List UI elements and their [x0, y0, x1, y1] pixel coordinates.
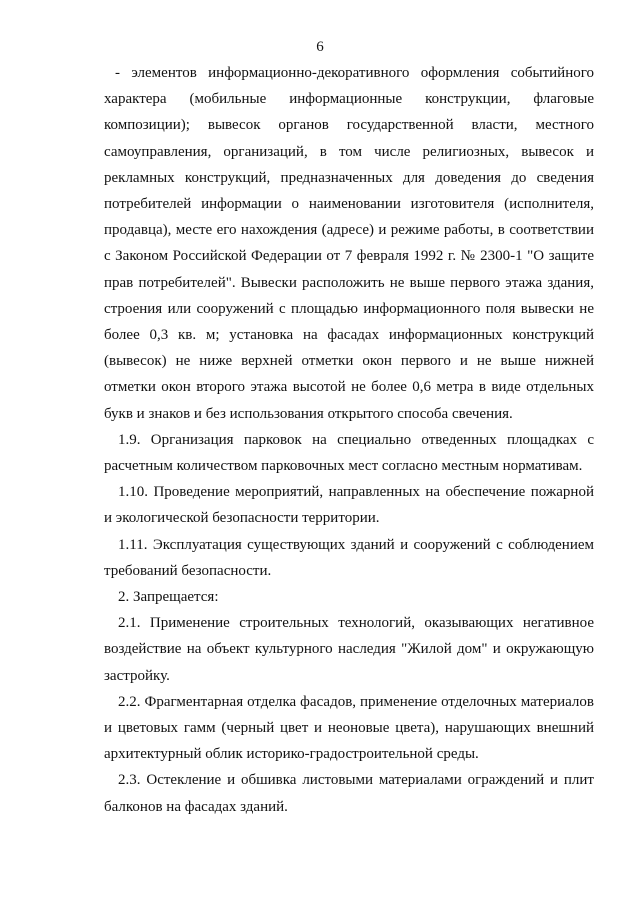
paragraph-2-3-balcony-glazing: 2.3. Остекление и обшивка листовыми материалами ограждений и плит балконов на фасадах зданий. [104, 772, 594, 815]
paragraph-1-10-safety-measures: 1.10. Проведение мероприятий, направленных на обеспечение пожарной и экологической безопасности территории. [104, 484, 594, 527]
paragraph-signage-elements: - элементов информационно-декоративного оформления событийного характера (мобильные информационные конструкции, флаговые композиции); вывесок органов государственной власти, местного самоуправления, организаций, в том числе религиозных, вывесок и рекламных конструкций, предназначенных для доведения до сведения потребителей информации о наименовании изготовителя (исполнителя, продавца), месте его нахождения (адресе) и режиме работы, в соответствии с Законом Российской Федерации от 7 февраля 1992 г. № 2300-1 "О защите прав потребителей". Вывески расположить не выше первого этажа здания, строения или сооружений с площадью информационного поля вывески не более 0,3 кв. м; установка на фасадах информационных конструкций (вывесок) не ниже верхней отметки окон первого и не выше нижней отметки окон второго этажа высотой не более 0,6 метра в виде отдельных букв и знаков и без использования открытого способа свечения. [104, 65, 594, 422]
paragraph-1-9-parking: 1.9. Организация парковок на специально отведенных площадках с расчетным количеством парковочных мест согласно местным нормативам. [104, 431, 594, 475]
paragraph-2-prohibited: 2. Запрещается: [118, 589, 219, 606]
document-body [104, 60, 594, 820]
paragraph-1-11-building-operation: 1.11. Эксплуатация существующих зданий и сооружений с соблюдением требований безопасности. [104, 536, 594, 579]
paragraph-2-2-facade-finishing: 2.2. Фрагментарная отделка фасадов, применение отделочных материалов и цветовых гамм (черный цвет и неоновые цвета), нарушающих внешний архитектурный облик историко-градостроительной среды. [104, 693, 594, 763]
paragraph-2-1-construction-technologies: 2.1. Применение строительных технологий, оказывающих негативное воздействие на объект культурного наследия "Жилой дом" и окружающую застройку. [104, 615, 594, 684]
page-number: 6 [316, 39, 324, 55]
